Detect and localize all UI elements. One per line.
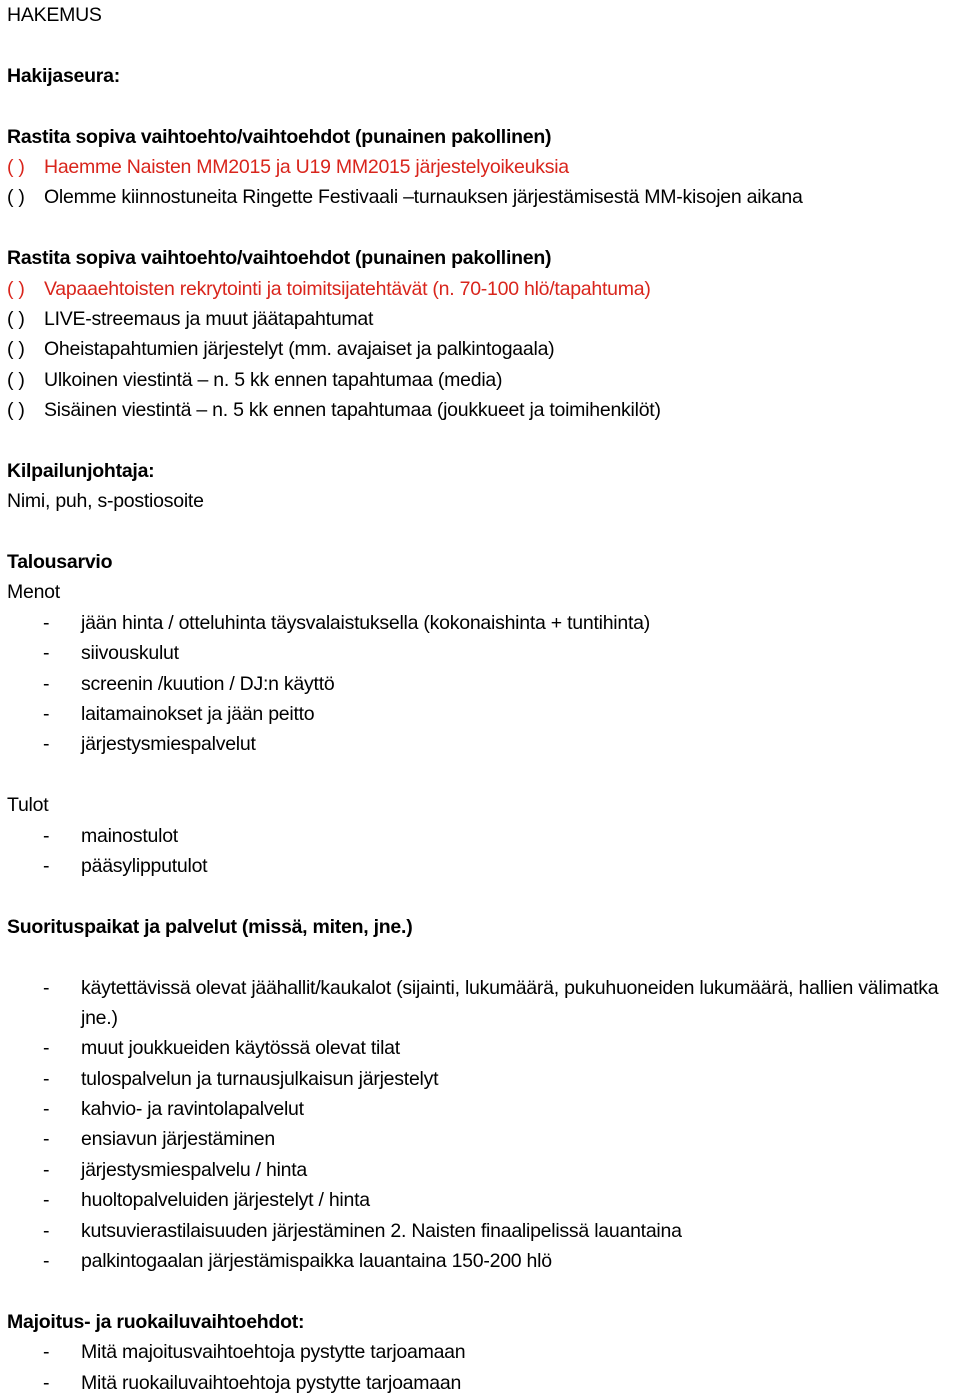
list-item-text: järjestysmiespalvelu / hinta — [81, 1158, 308, 1181]
bullet-dash: - — [43, 1098, 50, 1121]
list-item — [7, 699, 957, 729]
checkbox-placeholder[interactable]: ( ) — [7, 155, 25, 178]
list-item-text: laitamainokset ja jään peitto — [81, 702, 315, 725]
list-item — [7, 973, 957, 1034]
spacer — [7, 91, 957, 121]
list-item — [7, 1185, 957, 1215]
option-label: LIVE-streemaus ja muut jäätapahtumat — [44, 307, 374, 330]
checkbox-placeholder[interactable]: ( ) — [7, 338, 25, 361]
section1-option-festival[interactable] — [7, 182, 957, 212]
section2-option-external-comms[interactable] — [7, 365, 957, 395]
list-item-text: mainostulot — [81, 824, 178, 847]
list-item-text: käytettävissä olevat jäähallit/kaukalot (sijainti, lukumäärä, pukuhuoneiden lukumäärä, hallien välimatka jne.) — [81, 976, 939, 1029]
venues-heading: Suorituspaikat ja palvelut (missä, miten, jne.) — [7, 915, 413, 938]
list-item-text: Mitä majoitusvaihtoehtoja pystytte tarjoamaan — [81, 1341, 466, 1364]
director-contact-text: Nimi, puh, s-postiosoite — [7, 490, 204, 513]
checkbox-placeholder[interactable]: ( ) — [7, 399, 25, 422]
list-item — [7, 608, 957, 638]
list-item — [7, 638, 957, 668]
list-item-text: kahvio- ja ravintolapalvelut — [81, 1098, 304, 1121]
section2-heading: Rastita sopiva vaihtoehto/vaihtoehdot (punainen pakollinen) — [7, 247, 552, 270]
spacer — [7, 760, 957, 790]
bullet-dash: - — [43, 642, 50, 665]
option-label: Sisäinen viestintä – n. 5 kk ennen tapahtumaa (joukkueet ja toimihenkilöt) — [44, 399, 661, 422]
list-item — [7, 669, 957, 699]
list-item-text: palkintogaalan järjestämispaikka lauantaina 150-200 hlö — [81, 1250, 552, 1273]
list-item-text: screenin /kuution / DJ:n käyttö — [81, 672, 335, 695]
list-item — [7, 1033, 957, 1063]
bullet-dash: - — [43, 702, 50, 725]
bullet-dash: - — [43, 1158, 50, 1181]
list-item — [7, 1368, 957, 1398]
list-item-text: ensiavun järjestäminen — [81, 1128, 275, 1151]
list-item — [7, 851, 957, 881]
spacer — [7, 213, 957, 243]
list-item-text: huoltopalveluiden järjestelyt / hinta — [81, 1189, 370, 1212]
list-item — [7, 729, 957, 759]
list-item-text: muut joukkueiden käytössä olevat tilat — [81, 1037, 400, 1060]
bullet-dash: - — [43, 824, 50, 847]
accommodation-heading: Majoitus- ja ruokailuvaihtoehdot: — [7, 1310, 305, 1333]
list-item — [7, 1155, 957, 1185]
bullet-dash: - — [43, 1219, 50, 1242]
section2-option-side-events[interactable] — [7, 334, 957, 364]
checkbox-placeholder[interactable]: ( ) — [7, 277, 25, 300]
list-item — [7, 821, 957, 851]
list-item-text: pääsylipputulot — [81, 854, 208, 877]
list-item-text: tulospalvelun ja turnausjulkaisun järjestelyt — [81, 1067, 439, 1090]
list-item-text: kutsuvierastilaisuuden järjestäminen 2. Naisten finaalipelissä lauantaina — [81, 1219, 682, 1242]
option-label: Vapaaehtoisten rekrytointi ja toimitsijatehtävät (n. 70-100 hlö/tapahtuma) — [44, 277, 651, 300]
applicant-label: Hakijaseura: — [7, 64, 120, 87]
bullet-dash: - — [43, 733, 50, 756]
bullet-dash: - — [43, 1371, 50, 1394]
spacer — [7, 30, 957, 60]
section1-option-championships[interactable] — [7, 152, 957, 182]
director-heading: Kilpailunjohtaja: — [7, 459, 155, 482]
section2-option-volunteers[interactable] — [7, 274, 957, 304]
list-item-text: jään hinta / otteluhinta täysvalaistuksella (kokonaishinta + tuntihinta) — [81, 611, 650, 634]
section2-option-streaming[interactable] — [7, 304, 957, 334]
bullet-dash: - — [43, 1250, 50, 1273]
list-item-text: Mitä ruokailuvaihtoehtoja pystytte tarjoamaan — [81, 1371, 462, 1394]
list-item — [7, 1124, 957, 1154]
list-item — [7, 1064, 957, 1094]
list-item — [7, 1337, 957, 1367]
bullet-dash: - — [43, 976, 50, 999]
spacer — [7, 881, 957, 911]
expenses-label: Menot — [7, 581, 60, 604]
option-label: Oheistapahtumien järjestelyt (mm. avajaiset ja palkintogaala) — [44, 338, 555, 361]
checkbox-placeholder[interactable]: ( ) — [7, 368, 25, 391]
checkbox-placeholder[interactable]: ( ) — [7, 186, 25, 209]
option-label: Ulkoinen viestintä – n. 5 kk ennen tapahtumaa (media) — [44, 368, 503, 391]
bullet-dash: - — [43, 672, 50, 695]
spacer — [7, 942, 957, 972]
section2-option-internal-comms[interactable] — [7, 395, 957, 425]
list-item — [7, 1246, 957, 1276]
bullet-dash: - — [43, 854, 50, 877]
bullet-dash: - — [43, 1189, 50, 1212]
bullet-dash: - — [43, 1067, 50, 1090]
bullet-dash: - — [43, 1341, 50, 1364]
checkbox-placeholder[interactable]: ( ) — [7, 307, 25, 330]
section1-heading: Rastita sopiva vaihtoehto/vaihtoehdot (punainen pakollinen) — [7, 125, 552, 148]
application-form — [7, 0, 957, 1398]
option-label: Olemme kiinnostuneita Ringette Festivaali –turnauksen järjestämisestä MM-kisojen aikana — [44, 186, 803, 209]
bullet-dash: - — [43, 1037, 50, 1060]
option-label: Haemme Naisten MM2015 ja U19 MM2015 järjestelyoikeuksia — [44, 155, 569, 178]
spacer — [7, 425, 957, 455]
list-item-text: siivouskulut — [81, 642, 179, 665]
list-item-text: järjestysmiespalvelut — [81, 733, 256, 756]
income-label: Tulot — [7, 794, 49, 817]
list-item — [7, 1216, 957, 1246]
spacer — [7, 517, 957, 547]
bullet-dash: - — [43, 1128, 50, 1151]
budget-heading: Talousarvio — [7, 551, 113, 574]
bullet-dash: - — [43, 611, 50, 634]
document-title: HAKEMUS — [7, 4, 102, 26]
list-item — [7, 1094, 957, 1124]
spacer — [7, 1276, 957, 1306]
